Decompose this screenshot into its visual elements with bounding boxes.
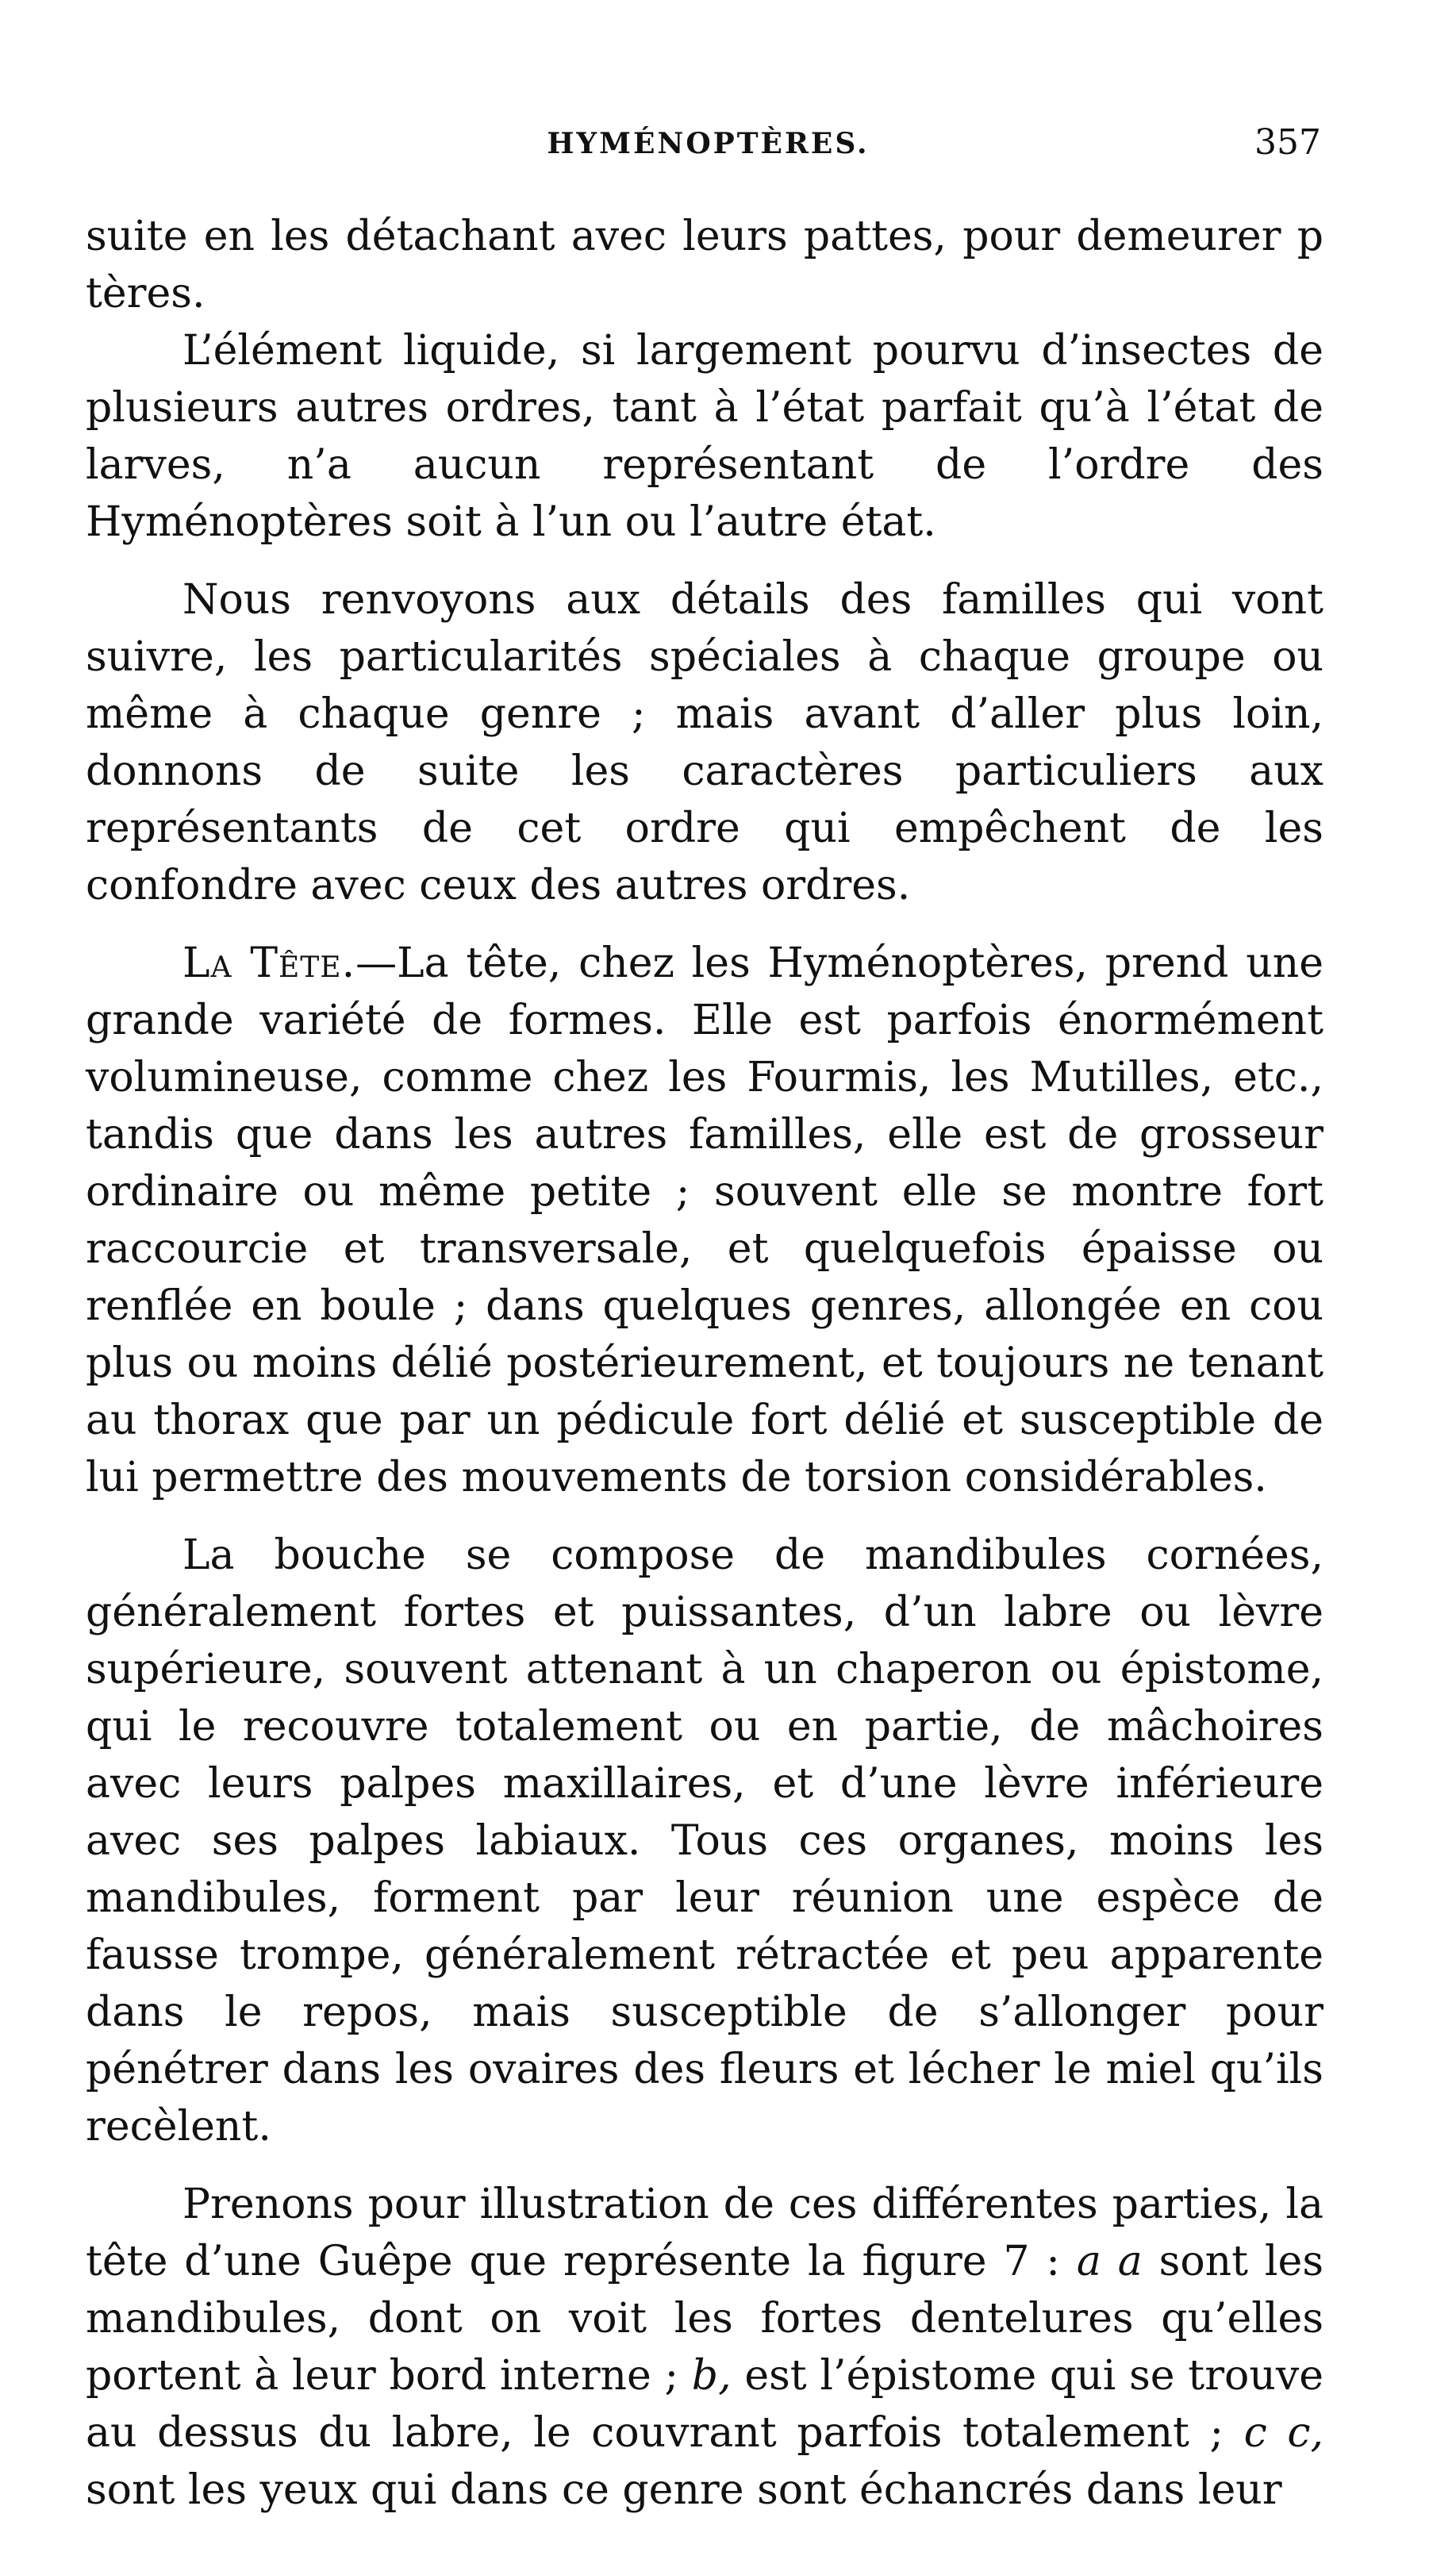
body-text bbox=[86, 208, 1323, 2519]
section-lead: La Tête. bbox=[182, 940, 356, 987]
figure-label-c: c c, bbox=[1243, 2409, 1323, 2457]
figure-label-a: a a bbox=[1076, 2238, 1143, 2285]
text-segment: est l’épistome qui se trouve au dessus du labre, le couvrant parfois totalement ; bbox=[86, 2352, 1323, 2457]
text-segment: sont les mandibules, dont on voit les fortes dentelures qu’elles portent à leur bord interne ; bbox=[86, 2238, 1323, 2400]
running-head: HYMÉNOPTÈRES. bbox=[547, 127, 870, 160]
page-header bbox=[95, 122, 1321, 175]
paragraph-continuation: suite en les détachant avec leurs pattes, pour demeurer p tères. bbox=[86, 213, 1323, 317]
page-number: 357 bbox=[1254, 122, 1321, 163]
paragraph-renvoyons: Nous renvoyons aux détails des familles qui vont suivre, les particularités spéciales à chaque groupe ou même à chaque genre ; mais avant d’aller plus loin, donnons de suite les caractères particuliers aux représentants de cet ordre qui empêchent de les confondre avec ceux des autres ordres. bbox=[86, 576, 1323, 909]
text-segment: Prenons pour illustration de ces différentes parties, la tête d’une Guêpe que représente la figure 7 : bbox=[86, 2181, 1323, 2285]
paragraph-bouche: La bouche se compose de mandibules cornées, généralement fortes et puissantes, d’un labre ou lèvre supérieure, souvent attenant à un chaperon ou épistome, qui le recouvre totalement ou en partie, de mâchoires avec leurs palpes maxillaires, et d’une lèvre inférieure avec ses palpes labiaux. Tous ces organes, moins les mandibules, forment par leur réunion une espèce de fausse trompe, généralement rétractée et peu apparente dans le repos, mais susceptible de s’allonger pour pénétrer dans les ovaires des fleurs et lécher le miel qu’ils recèlent. bbox=[86, 1532, 1323, 2150]
paragraph-element-liquide: L’élément liquide, si largement pourvu d’insectes de plusieurs autres ordres, tant à l’état parfait qu’à l’état de larves, n’a aucun représentant de l’ordre des Hyménoptères soit à l’un ou l’autre état. bbox=[86, 327, 1323, 546]
paragraph-la-tete-text: —La tête, chez les Hyménoptères, prend une grande variété de formes. Elle est parfois énormément volumineuse, comme chez les Fourmis, les Mutilles, etc., tandis que dans les autres familles, elle est de grosseur ordinaire ou même petite ; souvent elle se montre fort raccourcie et transversale, et quelquefois épaisse ou renflée en boule ; dans quelques genres, allongée en cou plus ou moins délié postérieurement, et toujours ne tenant au thorax que par un pédicule fort délié et susceptible de lui permettre des mouvements de torsion considérables. bbox=[86, 940, 1323, 1501]
paragraph-la-tete bbox=[86, 935, 1323, 1506]
figure-label-b: b, bbox=[691, 2352, 732, 2400]
text-segment: sont les yeux qui dans ce genre sont échancrés dans leur bbox=[86, 2466, 1282, 2514]
paragraph-prenons bbox=[86, 2176, 1323, 2519]
